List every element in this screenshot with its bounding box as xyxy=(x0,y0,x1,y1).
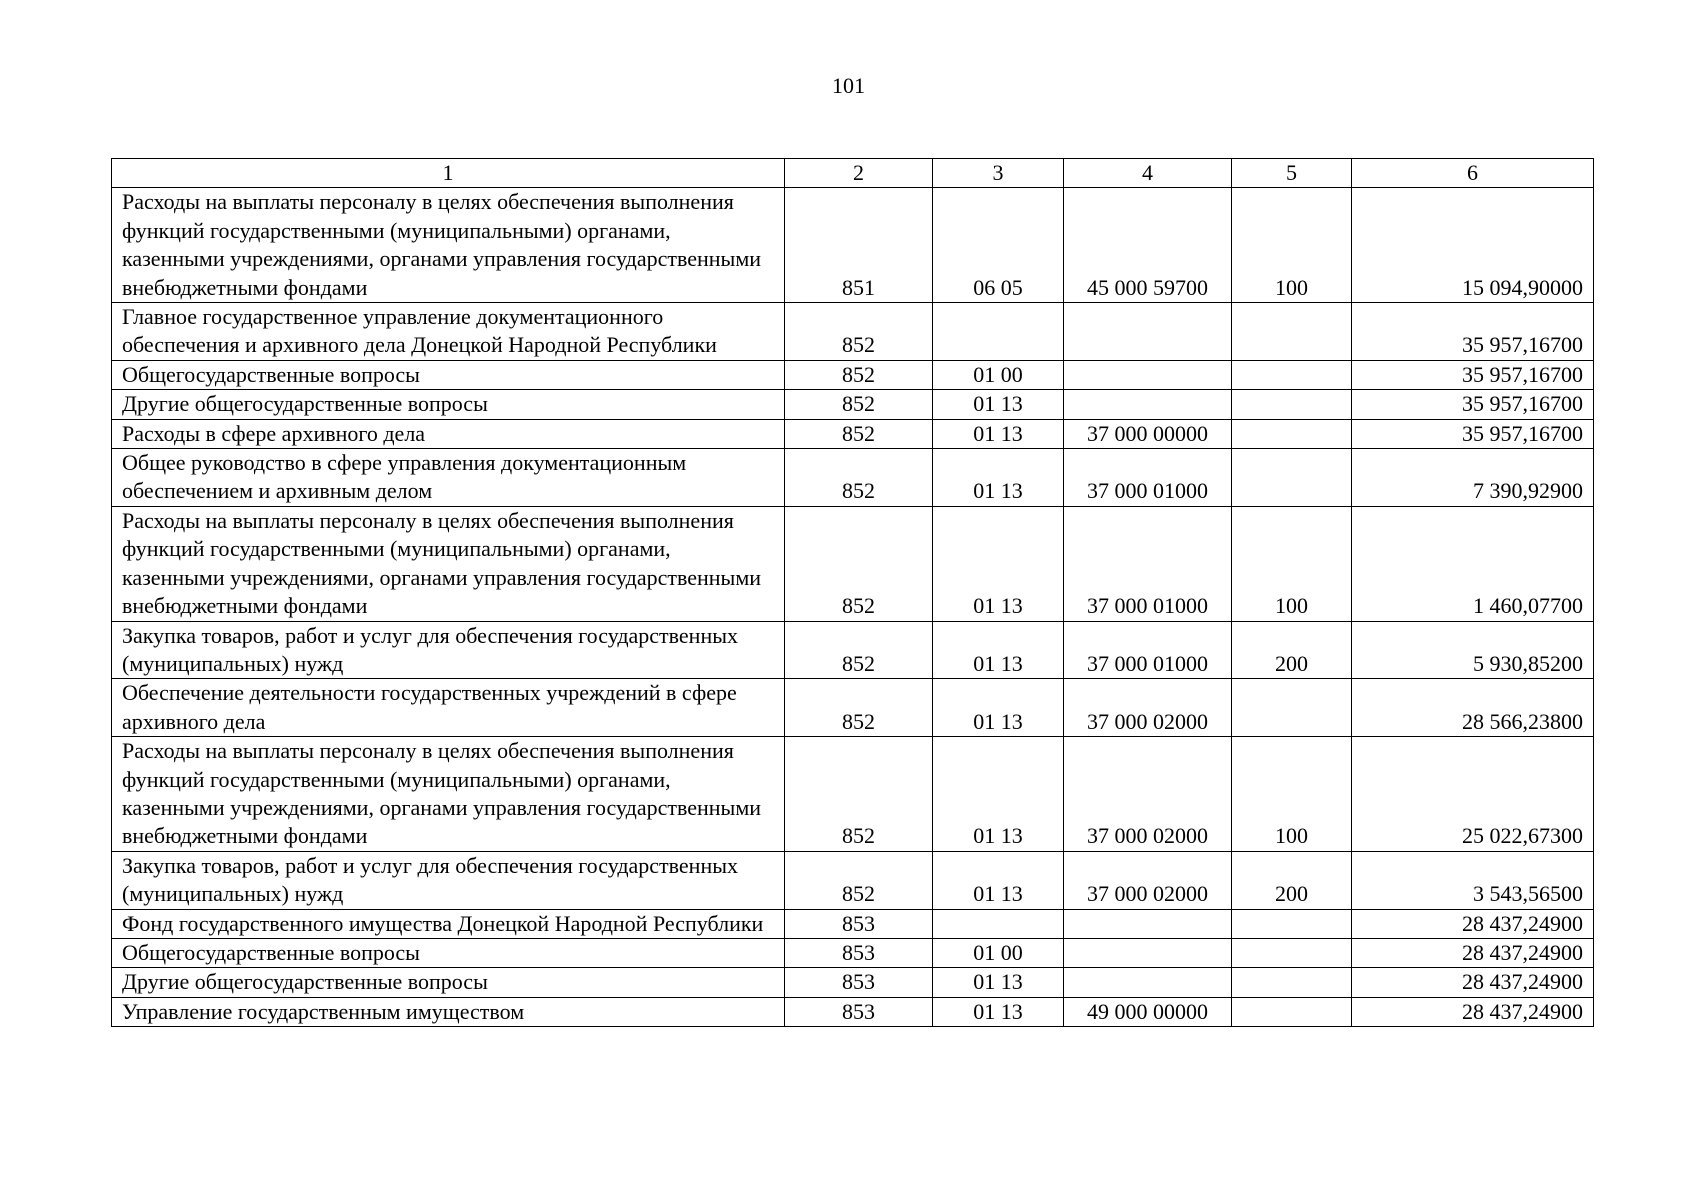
section-code-cell: 01 13 xyxy=(933,851,1064,909)
column-number-row xyxy=(112,159,1594,188)
table-row xyxy=(112,851,1594,909)
expense-type-cell: 100 xyxy=(1232,737,1352,852)
table-row xyxy=(112,938,1594,967)
amount-cell: 28 437,24900 xyxy=(1352,909,1594,938)
expense-type-cell: 200 xyxy=(1232,621,1352,679)
expense-name-cell: Общегосударственные вопросы xyxy=(112,360,785,389)
amount-cell: 28 437,24900 xyxy=(1352,968,1594,997)
target-article-cell xyxy=(1064,968,1232,997)
amount-cell: 5 930,85200 xyxy=(1352,621,1594,679)
expense-name-cell: Расходы на выплаты персоналу в целях обеспечения выполнения функций государственными (муниципальными) органами, казенными учреждениями, органами управления государственными внебюджетными фондами xyxy=(112,506,785,621)
target-article-cell: 45 000 59700 xyxy=(1064,188,1232,303)
ministry-code-cell: 853 xyxy=(785,968,933,997)
expense-type-cell xyxy=(1232,997,1352,1026)
section-code-cell: 06 05 xyxy=(933,188,1064,303)
section-code-cell: 01 13 xyxy=(933,506,1064,621)
section-code-cell: 01 13 xyxy=(933,679,1064,737)
ministry-code-cell: 853 xyxy=(785,909,933,938)
amount-cell: 28 566,23800 xyxy=(1352,679,1594,737)
table-row xyxy=(112,909,1594,938)
column-header: 5 xyxy=(1232,159,1352,188)
expense-type-cell xyxy=(1232,360,1352,389)
target-article-cell xyxy=(1064,909,1232,938)
amount-cell: 28 437,24900 xyxy=(1352,997,1594,1026)
ministry-code-cell: 852 xyxy=(785,360,933,389)
budget-table xyxy=(111,158,1594,1027)
expense-type-cell: 100 xyxy=(1232,506,1352,621)
amount-cell: 35 957,16700 xyxy=(1352,360,1594,389)
table-row xyxy=(112,621,1594,679)
target-article-cell: 37 000 02000 xyxy=(1064,737,1232,852)
expense-name-cell: Другие общегосударственные вопросы xyxy=(112,390,785,419)
ministry-code-cell: 852 xyxy=(785,303,933,361)
table-row xyxy=(112,390,1594,419)
column-header: 4 xyxy=(1064,159,1232,188)
table-row xyxy=(112,506,1594,621)
ministry-code-cell: 852 xyxy=(785,679,933,737)
column-header: 2 xyxy=(785,159,933,188)
expense-type-cell: 100 xyxy=(1232,188,1352,303)
section-code-cell: 01 00 xyxy=(933,938,1064,967)
section-code-cell: 01 13 xyxy=(933,968,1064,997)
column-header: 6 xyxy=(1352,159,1594,188)
target-article-cell: 37 000 01000 xyxy=(1064,621,1232,679)
expense-name-cell: Общегосударственные вопросы xyxy=(112,938,785,967)
expense-type-cell xyxy=(1232,303,1352,361)
ministry-code-cell: 852 xyxy=(785,390,933,419)
section-code-cell: 01 13 xyxy=(933,419,1064,448)
amount-cell: 28 437,24900 xyxy=(1352,938,1594,967)
amount-cell: 1 460,07700 xyxy=(1352,506,1594,621)
expense-name-cell: Главное государственное управление документационного обеспечения и архивного дела Донецкой Народной Республики xyxy=(112,303,785,361)
expense-name-cell: Закупка товаров, работ и услуг для обеспечения государственных (муниципальных) нужд xyxy=(112,851,785,909)
target-article-cell xyxy=(1064,360,1232,389)
expense-name-cell: Другие общегосударственные вопросы xyxy=(112,968,785,997)
table-row xyxy=(112,449,1594,507)
expense-type-cell xyxy=(1232,909,1352,938)
table-row xyxy=(112,968,1594,997)
expense-name-cell: Общее руководство в сфере управления документационным обеспечением и архивным делом xyxy=(112,449,785,507)
column-header: 3 xyxy=(933,159,1064,188)
expense-type-cell xyxy=(1232,679,1352,737)
expense-name-cell: Управление государственным имуществом xyxy=(112,997,785,1026)
expense-type-cell xyxy=(1232,968,1352,997)
target-article-cell: 49 000 00000 xyxy=(1064,997,1232,1026)
ministry-code-cell: 852 xyxy=(785,621,933,679)
expense-name-cell: Расходы на выплаты персоналу в целях обеспечения выполнения функций государственными (муниципальными) органами, казенными учреждениями, органами управления государственными внебюджетными фондами xyxy=(112,188,785,303)
section-code-cell xyxy=(933,909,1064,938)
expense-type-cell xyxy=(1232,938,1352,967)
table-row xyxy=(112,737,1594,852)
amount-cell: 35 957,16700 xyxy=(1352,303,1594,361)
section-code-cell: 01 13 xyxy=(933,449,1064,507)
target-article-cell xyxy=(1064,938,1232,967)
expense-name-cell: Расходы в сфере архивного дела xyxy=(112,419,785,448)
amount-cell: 3 543,56500 xyxy=(1352,851,1594,909)
expense-name-cell: Обеспечение деятельности государственных учреждений в сфере архивного дела xyxy=(112,679,785,737)
expense-type-cell xyxy=(1232,419,1352,448)
amount-cell: 35 957,16700 xyxy=(1352,419,1594,448)
expense-name-cell: Закупка товаров, работ и услуг для обеспечения государственных (муниципальных) нужд xyxy=(112,621,785,679)
expense-name-cell: Фонд государственного имущества Донецкой Народной Республики xyxy=(112,909,785,938)
table-row xyxy=(112,997,1594,1026)
ministry-code-cell: 852 xyxy=(785,851,933,909)
page-number: 101 xyxy=(832,73,865,98)
section-code-cell: 01 13 xyxy=(933,621,1064,679)
table-body xyxy=(112,188,1594,1027)
section-code-cell: 01 13 xyxy=(933,737,1064,852)
target-article-cell xyxy=(1064,390,1232,419)
table-row xyxy=(112,419,1594,448)
target-article-cell: 37 000 02000 xyxy=(1064,851,1232,909)
expense-name-cell: Расходы на выплаты персоналу в целях обеспечения выполнения функций государственными (муниципальными) органами, казенными учреждениями, органами управления государственными внебюджетными фондами xyxy=(112,737,785,852)
section-code-cell xyxy=(933,303,1064,361)
table-row xyxy=(112,679,1594,737)
target-article-cell: 37 000 02000 xyxy=(1064,679,1232,737)
section-code-cell: 01 13 xyxy=(933,390,1064,419)
ministry-code-cell: 851 xyxy=(785,188,933,303)
target-article-cell: 37 000 00000 xyxy=(1064,419,1232,448)
table-row xyxy=(112,188,1594,303)
amount-cell: 25 022,67300 xyxy=(1352,737,1594,852)
amount-cell: 7 390,92900 xyxy=(1352,449,1594,507)
amount-cell: 35 957,16700 xyxy=(1352,390,1594,419)
ministry-code-cell: 852 xyxy=(785,449,933,507)
section-code-cell: 01 00 xyxy=(933,360,1064,389)
target-article-cell: 37 000 01000 xyxy=(1064,506,1232,621)
ministry-code-cell: 853 xyxy=(785,938,933,967)
table-row xyxy=(112,303,1594,361)
ministry-code-cell: 852 xyxy=(785,506,933,621)
section-code-cell: 01 13 xyxy=(933,997,1064,1026)
column-header: 1 xyxy=(112,159,785,188)
ministry-code-cell: 852 xyxy=(785,419,933,448)
expense-type-cell xyxy=(1232,390,1352,419)
ministry-code-cell: 853 xyxy=(785,997,933,1026)
target-article-cell xyxy=(1064,303,1232,361)
expense-type-cell: 200 xyxy=(1232,851,1352,909)
table-row xyxy=(112,360,1594,389)
expense-type-cell xyxy=(1232,449,1352,507)
amount-cell: 15 094,90000 xyxy=(1352,188,1594,303)
target-article-cell: 37 000 01000 xyxy=(1064,449,1232,507)
ministry-code-cell: 852 xyxy=(785,737,933,852)
